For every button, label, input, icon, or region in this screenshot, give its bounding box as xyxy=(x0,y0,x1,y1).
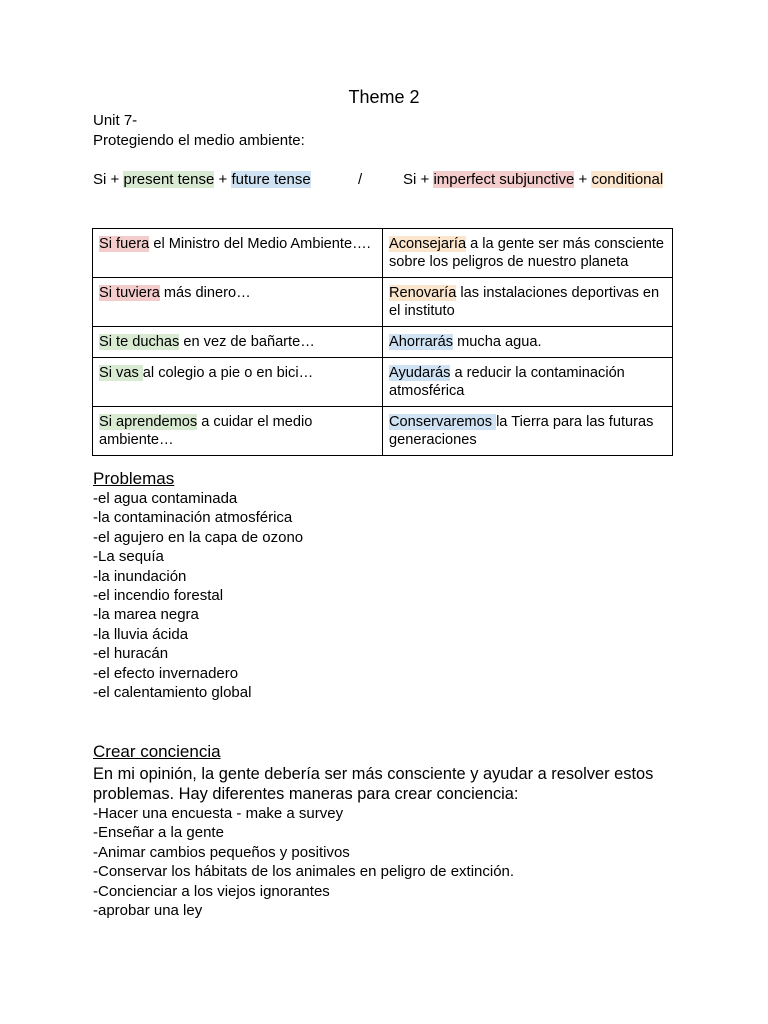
list-item: -la marea negra xyxy=(93,606,199,624)
table-row xyxy=(93,407,673,456)
cell-text: a cuidar el medio ambiente… xyxy=(99,414,313,448)
problemas-list xyxy=(93,489,303,702)
list-item: -Hacer una encuesta - make a survey xyxy=(93,805,344,822)
present-tense-label: present tense xyxy=(123,171,215,188)
cell-highlight: Si fuera xyxy=(99,236,150,252)
list-item: -Conservar los hábitats de los animales en peligro de extinción. xyxy=(93,863,515,881)
cell-text: a reducir la contaminación atmosférica xyxy=(389,365,625,399)
conditional-examples-table xyxy=(92,228,673,456)
cell-highlight: Conservaremos xyxy=(389,414,497,430)
list-item: -aprobar una ley xyxy=(93,901,203,919)
list-item: -La sequía xyxy=(93,548,164,566)
table-cell-result xyxy=(383,229,673,278)
document-title: Theme 2 xyxy=(348,87,420,107)
list-item: -el huracán xyxy=(93,645,169,663)
cell-text: a la gente ser más consciente sobre los peligros de nuestro planeta xyxy=(389,236,665,270)
formula-separator: / xyxy=(358,171,363,188)
table-cell-result xyxy=(383,327,673,358)
unit-label: Unit 7- xyxy=(93,112,138,129)
cell-highlight: Si aprendemos xyxy=(99,414,198,430)
list-item: -el agujero en la capa de ozono xyxy=(93,528,304,546)
cell-highlight: Aconsejaría xyxy=(389,236,467,252)
table-cell-condition xyxy=(93,358,383,407)
table-cell-result xyxy=(383,358,673,407)
formula-si: Si + xyxy=(403,171,434,188)
formula-si: Si + xyxy=(93,171,124,188)
future-tense-label: future tense xyxy=(231,171,311,188)
list-item: -Animar cambios pequeños y positivos xyxy=(93,843,350,861)
cell-highlight: Renovaría xyxy=(389,285,457,301)
imperfect-subjunctive-label: imperfect subjunctive xyxy=(433,171,575,188)
table-row xyxy=(93,358,673,407)
crear-conciencia-heading: Crear conciencia xyxy=(93,742,221,761)
problemas-heading: Problemas xyxy=(93,469,175,488)
list-item: -el efecto invernadero xyxy=(93,664,239,682)
cell-highlight: Si tuviera xyxy=(99,285,160,301)
list-item: -Concienciar a los viejos ignorantes xyxy=(93,882,330,900)
table-row xyxy=(93,229,673,278)
section-subtitle: Protegiendo el medio ambiente: xyxy=(93,132,305,149)
table-row xyxy=(93,327,673,358)
cell-text: en vez de bañarte… xyxy=(179,334,315,350)
formula-subjunctive-conditional xyxy=(403,170,663,189)
list-item: -el incendio forestal xyxy=(93,586,224,604)
cell-text: las instalaciones deportivas en el instituto xyxy=(389,285,660,319)
table-cell-condition xyxy=(93,229,383,278)
crear-conciencia-intro: En mi opinión, la gente debería ser más consciente y ayudar a resolver estos problemas. Hay diferentes maneras para crear conciencia: xyxy=(93,765,654,803)
table-cell-result xyxy=(383,407,673,456)
table-row xyxy=(93,278,673,327)
cell-text: más dinero… xyxy=(159,285,251,301)
list-item: -la contaminación atmosférica xyxy=(93,509,293,527)
conditional-label: conditional xyxy=(591,171,664,188)
formula-plus: + xyxy=(574,171,592,188)
table-cell-condition xyxy=(93,327,383,358)
cell-highlight: Si te duchas xyxy=(99,334,180,350)
list-item: -la inundación xyxy=(93,567,187,585)
list-item: -la lluvia ácida xyxy=(93,625,189,643)
list-item: -el calentamiento global xyxy=(93,683,252,701)
crear-conciencia-list xyxy=(93,804,514,920)
cell-highlight: Ayudarás xyxy=(389,365,451,381)
list-item: -Enseñar a la gente xyxy=(93,824,224,842)
table-cell-condition xyxy=(93,278,383,327)
formula-present-future xyxy=(93,170,311,189)
table-cell-result xyxy=(383,278,673,327)
formula-plus: + xyxy=(214,171,232,188)
table-cell-condition xyxy=(93,407,383,456)
cell-highlight: Ahorrarás xyxy=(389,334,454,350)
cell-text: el Ministro del Medio Ambiente…. xyxy=(149,236,371,252)
cell-highlight: Si vas xyxy=(99,365,143,381)
list-item: -el agua contaminada xyxy=(93,490,238,507)
cell-text: la Tierra para las futuras generaciones xyxy=(389,414,654,448)
cell-text: al colegio a pie o en bici… xyxy=(142,365,314,381)
cell-text: mucha agua. xyxy=(453,334,542,350)
